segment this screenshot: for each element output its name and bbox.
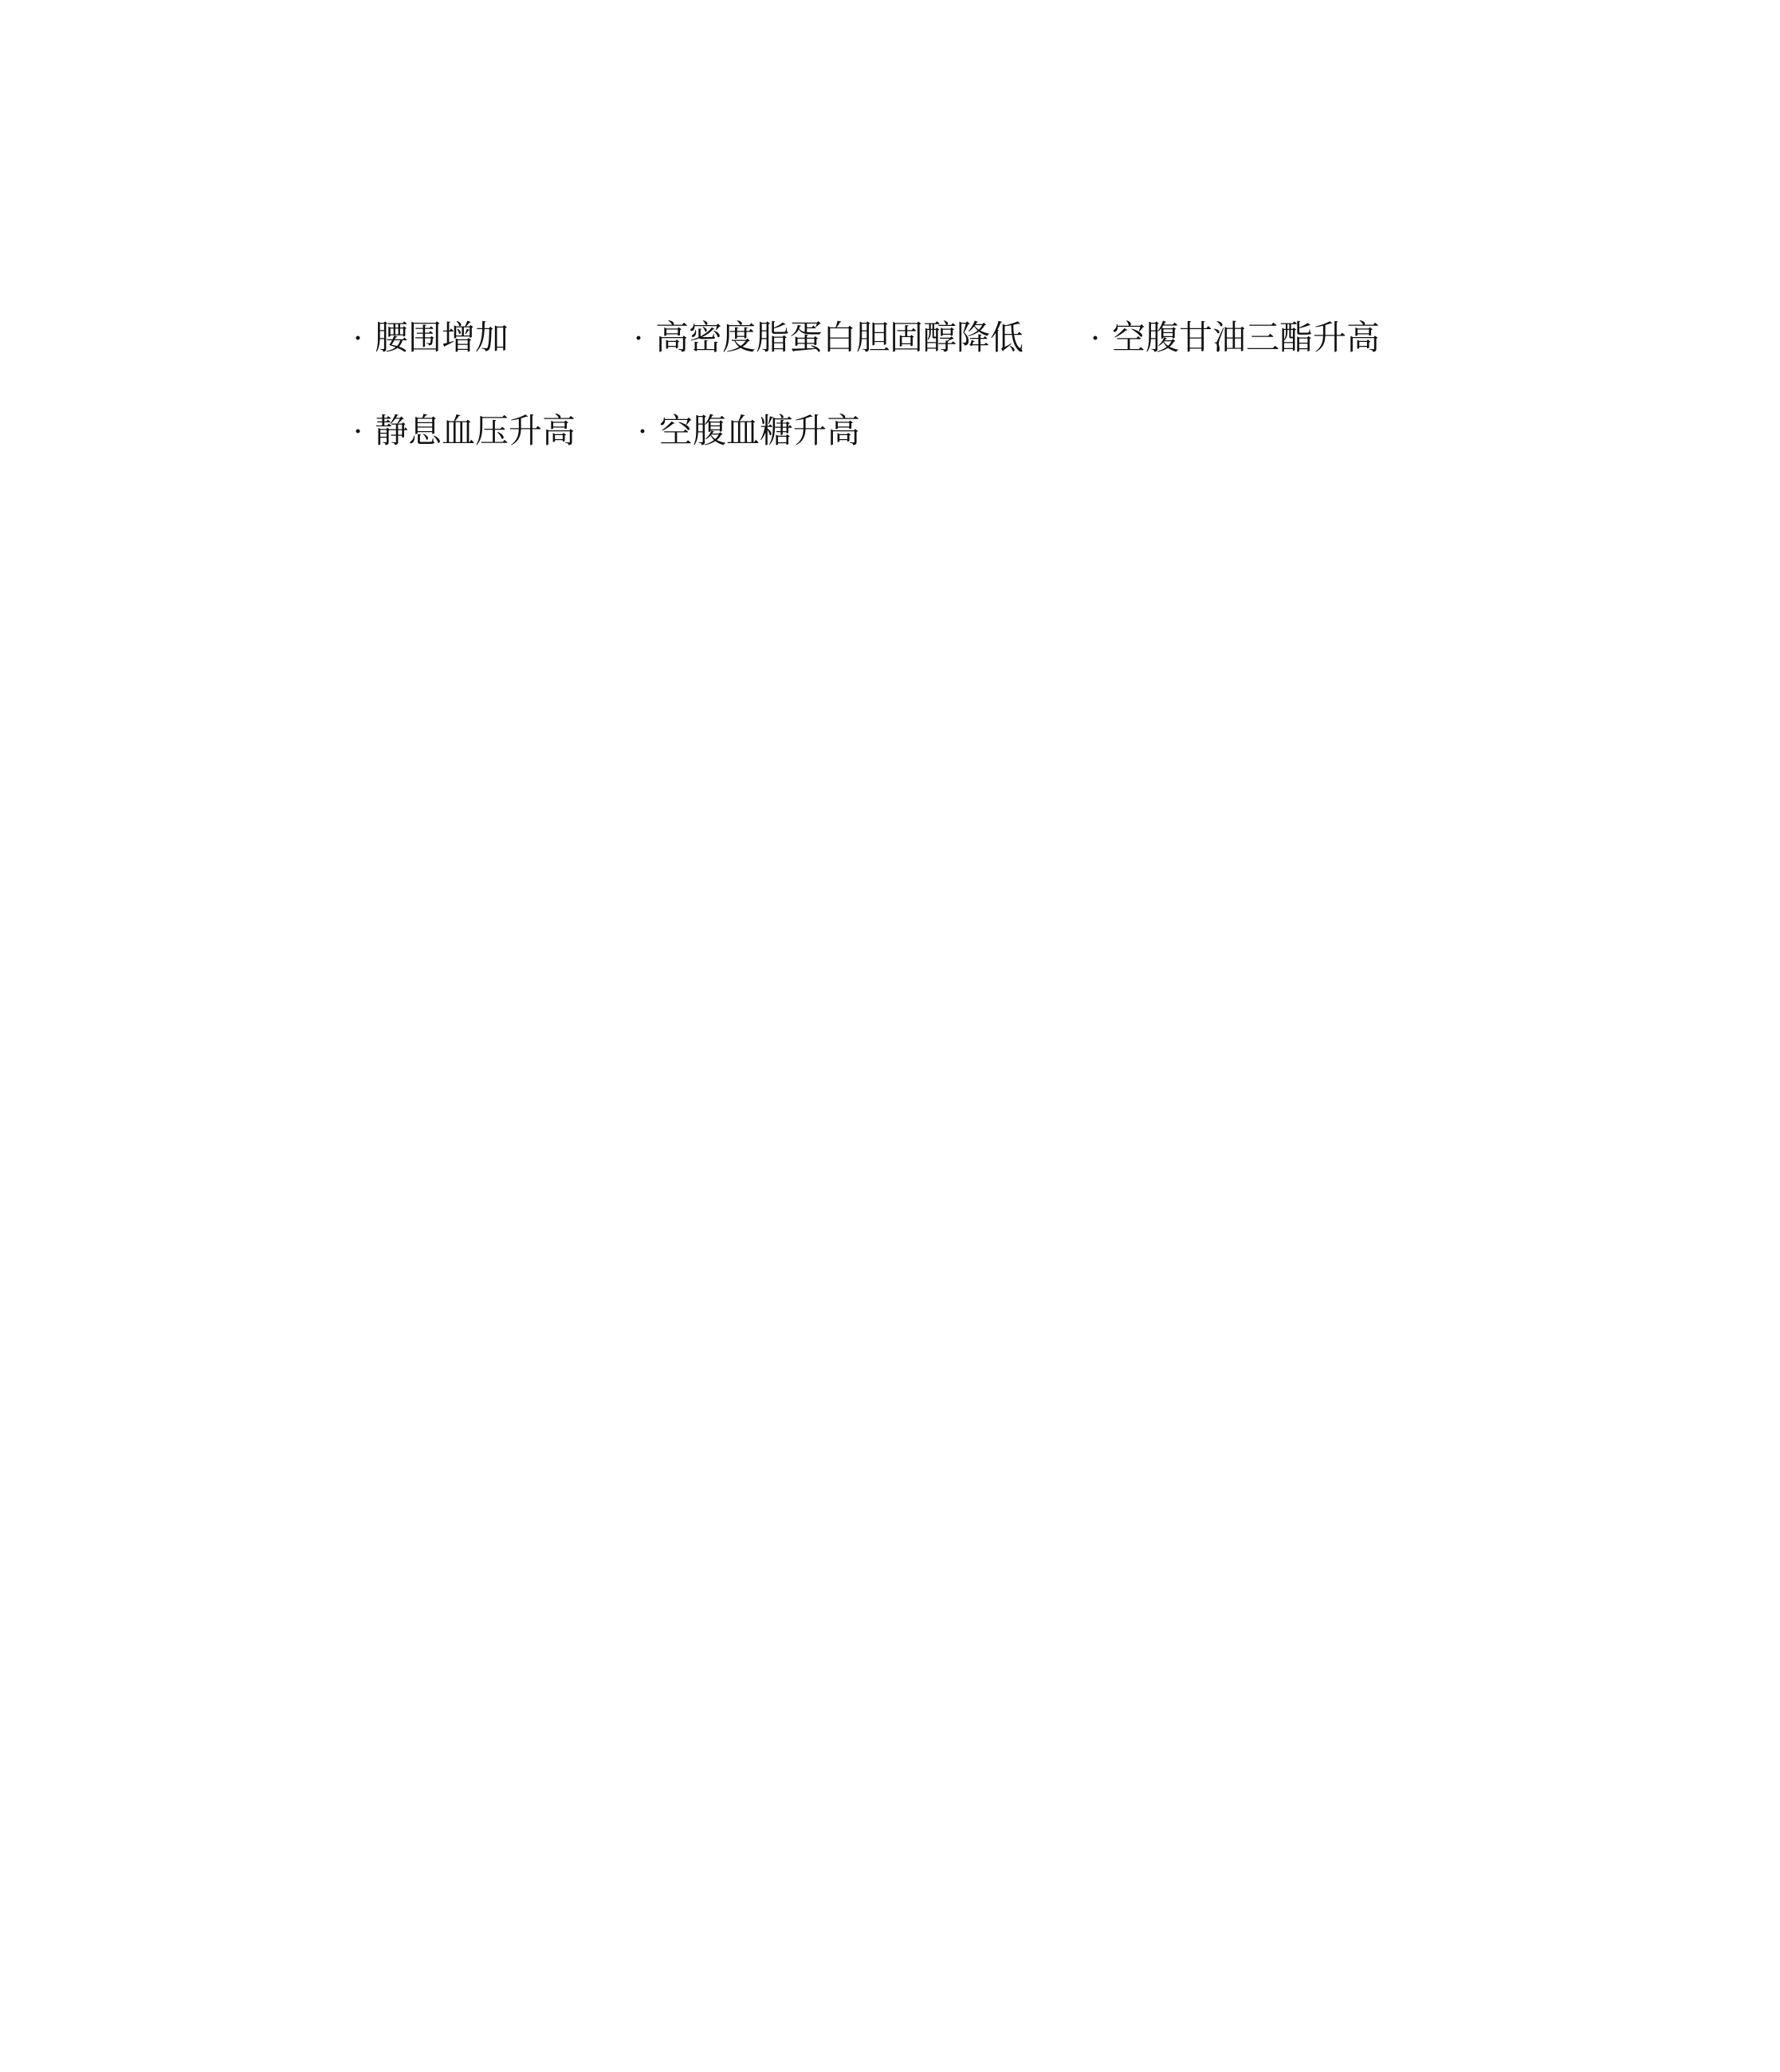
bullet-label: 空腹血糖升高	[659, 414, 861, 450]
blank-line	[273, 1132, 1548, 1225]
paragraph-line	[273, 1411, 1548, 1505]
bullet-dot-icon: ·	[633, 320, 645, 357]
paragraph-line	[273, 1225, 1548, 1318]
bullet-label: 高密度脂蛋白胆固醇降低	[655, 320, 1024, 357]
bullet-label: 腰围增加	[375, 320, 509, 357]
bullet-dot-icon: ·	[352, 320, 363, 357]
paragraph-line	[273, 1691, 1548, 1784]
bullet-dot-icon: ·	[352, 414, 363, 450]
paragraph-line	[273, 1318, 1548, 1411]
bullet-label: 静息血压升高	[375, 414, 576, 450]
paragraph-line	[273, 199, 1548, 292]
paragraph-line	[273, 1784, 1548, 1878]
paragraph-line	[273, 572, 1548, 665]
paragraph-line	[273, 665, 1548, 759]
bullet-dot-icon: ·	[1090, 320, 1102, 357]
paragraph-line	[273, 852, 1548, 945]
paragraph-line	[273, 1971, 1548, 2064]
bullet-item	[352, 386, 576, 479]
paragraph-line	[273, 945, 1548, 1038]
bullet-item	[1090, 292, 1380, 386]
blank-line	[273, 106, 1548, 199]
paragraph-line	[273, 1598, 1548, 1691]
paragraph-line	[273, 479, 1548, 572]
document-page	[273, 0, 1548, 2064]
bullet-dot-icon: ·	[637, 414, 649, 450]
paragraph-line	[273, 1038, 1548, 1132]
bullet-row	[273, 386, 1548, 479]
paragraph-line	[273, 13, 1548, 106]
paragraph-line	[273, 1505, 1548, 1598]
paragraph-line	[273, 759, 1548, 852]
bullet-item	[637, 386, 860, 479]
paragraph-line	[273, 1878, 1548, 1971]
bullet-item	[352, 292, 509, 386]
bullet-item	[633, 292, 1024, 386]
bullet-row	[273, 292, 1548, 386]
bullet-label: 空腹甘油三酯升高	[1112, 320, 1381, 357]
